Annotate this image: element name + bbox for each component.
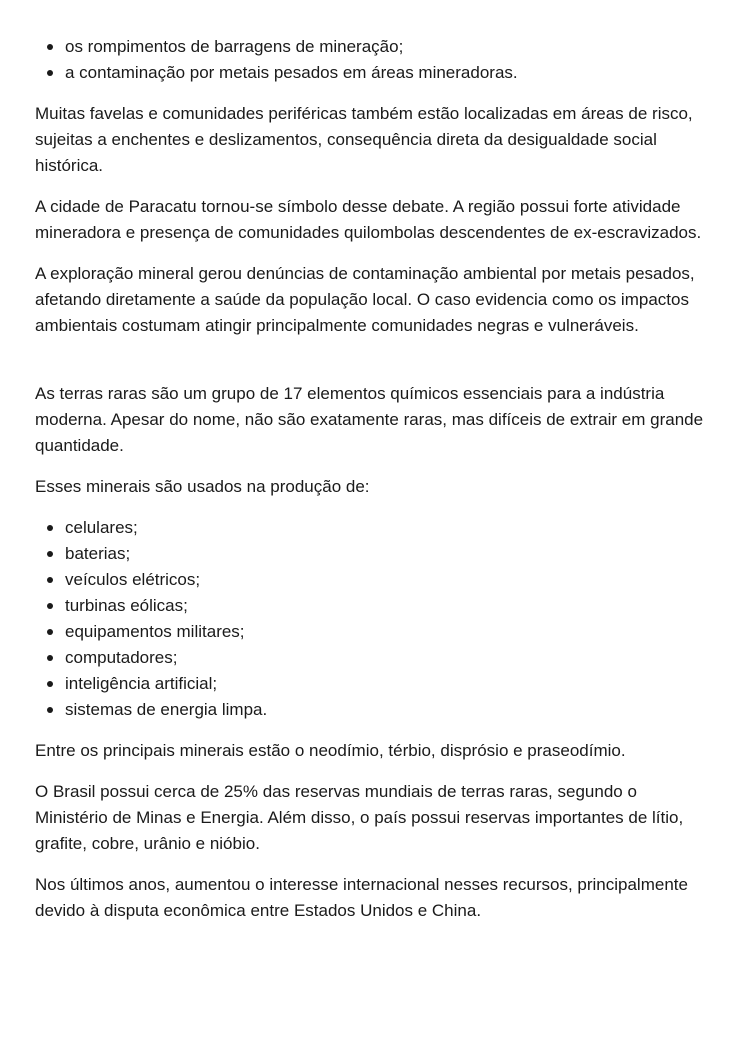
- paragraph-contaminacao: A exploração mineral gerou denúncias de contaminação ambiental por metais pesados, afetando diretamente a saúde da população local. O caso evidencia como os impactos ambientais costumam atingir principalmente comunidades negras e vulneráveis.: [35, 264, 695, 335]
- bullet-icon: [47, 681, 53, 687]
- paragraph-usos-intro: Esses minerais são usados na produção de:: [35, 477, 370, 496]
- mining-impacts-list: [35, 34, 709, 86]
- list-item: turbinas eólicas;: [35, 593, 709, 619]
- paragraph-paracatu: A cidade de Paracatu tornou-se símbolo desse debate. A região possui forte atividade mineradora e presença de comunidades quilombolas descendentes de ex-escravizados.: [35, 197, 702, 242]
- paragraph-reservas-brasil: O Brasil possui cerca de 25% das reservas mundiais de terras raras, segundo o Ministério de Minas e Energia. Além disso, o país possui reservas importantes de lítio, grafite, cobre, urânio e nióbio.: [35, 782, 684, 853]
- list-item: os rompimentos de barragens de mineração;: [35, 34, 709, 60]
- paragraph-interesse-internacional: Nos últimos anos, aumentou o interesse internacional nesses recursos, principalmente devido à disputa econômica entre Estados Unidos e China.: [35, 875, 688, 920]
- list-item: celulares;: [35, 515, 709, 541]
- paragraph-terras-raras: As terras raras são um grupo de 17 elementos químicos essenciais para a indústria moderna. Apesar do nome, não são exatamente raras, mas difíceis de extrair em grande quantidade.: [35, 384, 704, 455]
- list-item: inteligência artificial;: [35, 671, 709, 697]
- bullet-icon: [47, 551, 53, 557]
- list-item: sistemas de energia limpa.: [35, 697, 709, 723]
- paragraph-favelas: Muitas favelas e comunidades periféricas também estão localizadas em áreas de risco, sujeitas a enchentes e deslizamentos, consequência direta da desigualdade social histórica.: [35, 104, 693, 175]
- bullet-icon: [47, 70, 53, 76]
- bullet-icon: [47, 629, 53, 635]
- bullet-icon: [47, 655, 53, 661]
- list-item: baterias;: [35, 541, 709, 567]
- bullet-icon: [47, 44, 53, 50]
- bullet-icon: [47, 707, 53, 713]
- paragraph-principais-minerais: Entre os principais minerais estão o neodímio, térbio, disprósio e praseodímio.: [35, 741, 626, 760]
- list-item: a contaminação por metais pesados em áreas mineradoras.: [35, 60, 709, 86]
- list-item: computadores;: [35, 645, 709, 671]
- bullet-icon: [47, 603, 53, 609]
- list-item: veículos elétricos;: [35, 567, 709, 593]
- list-item: equipamentos militares;: [35, 619, 709, 645]
- bullet-icon: [47, 577, 53, 583]
- rare-earth-uses-list: [35, 515, 709, 723]
- bullet-icon: [47, 525, 53, 531]
